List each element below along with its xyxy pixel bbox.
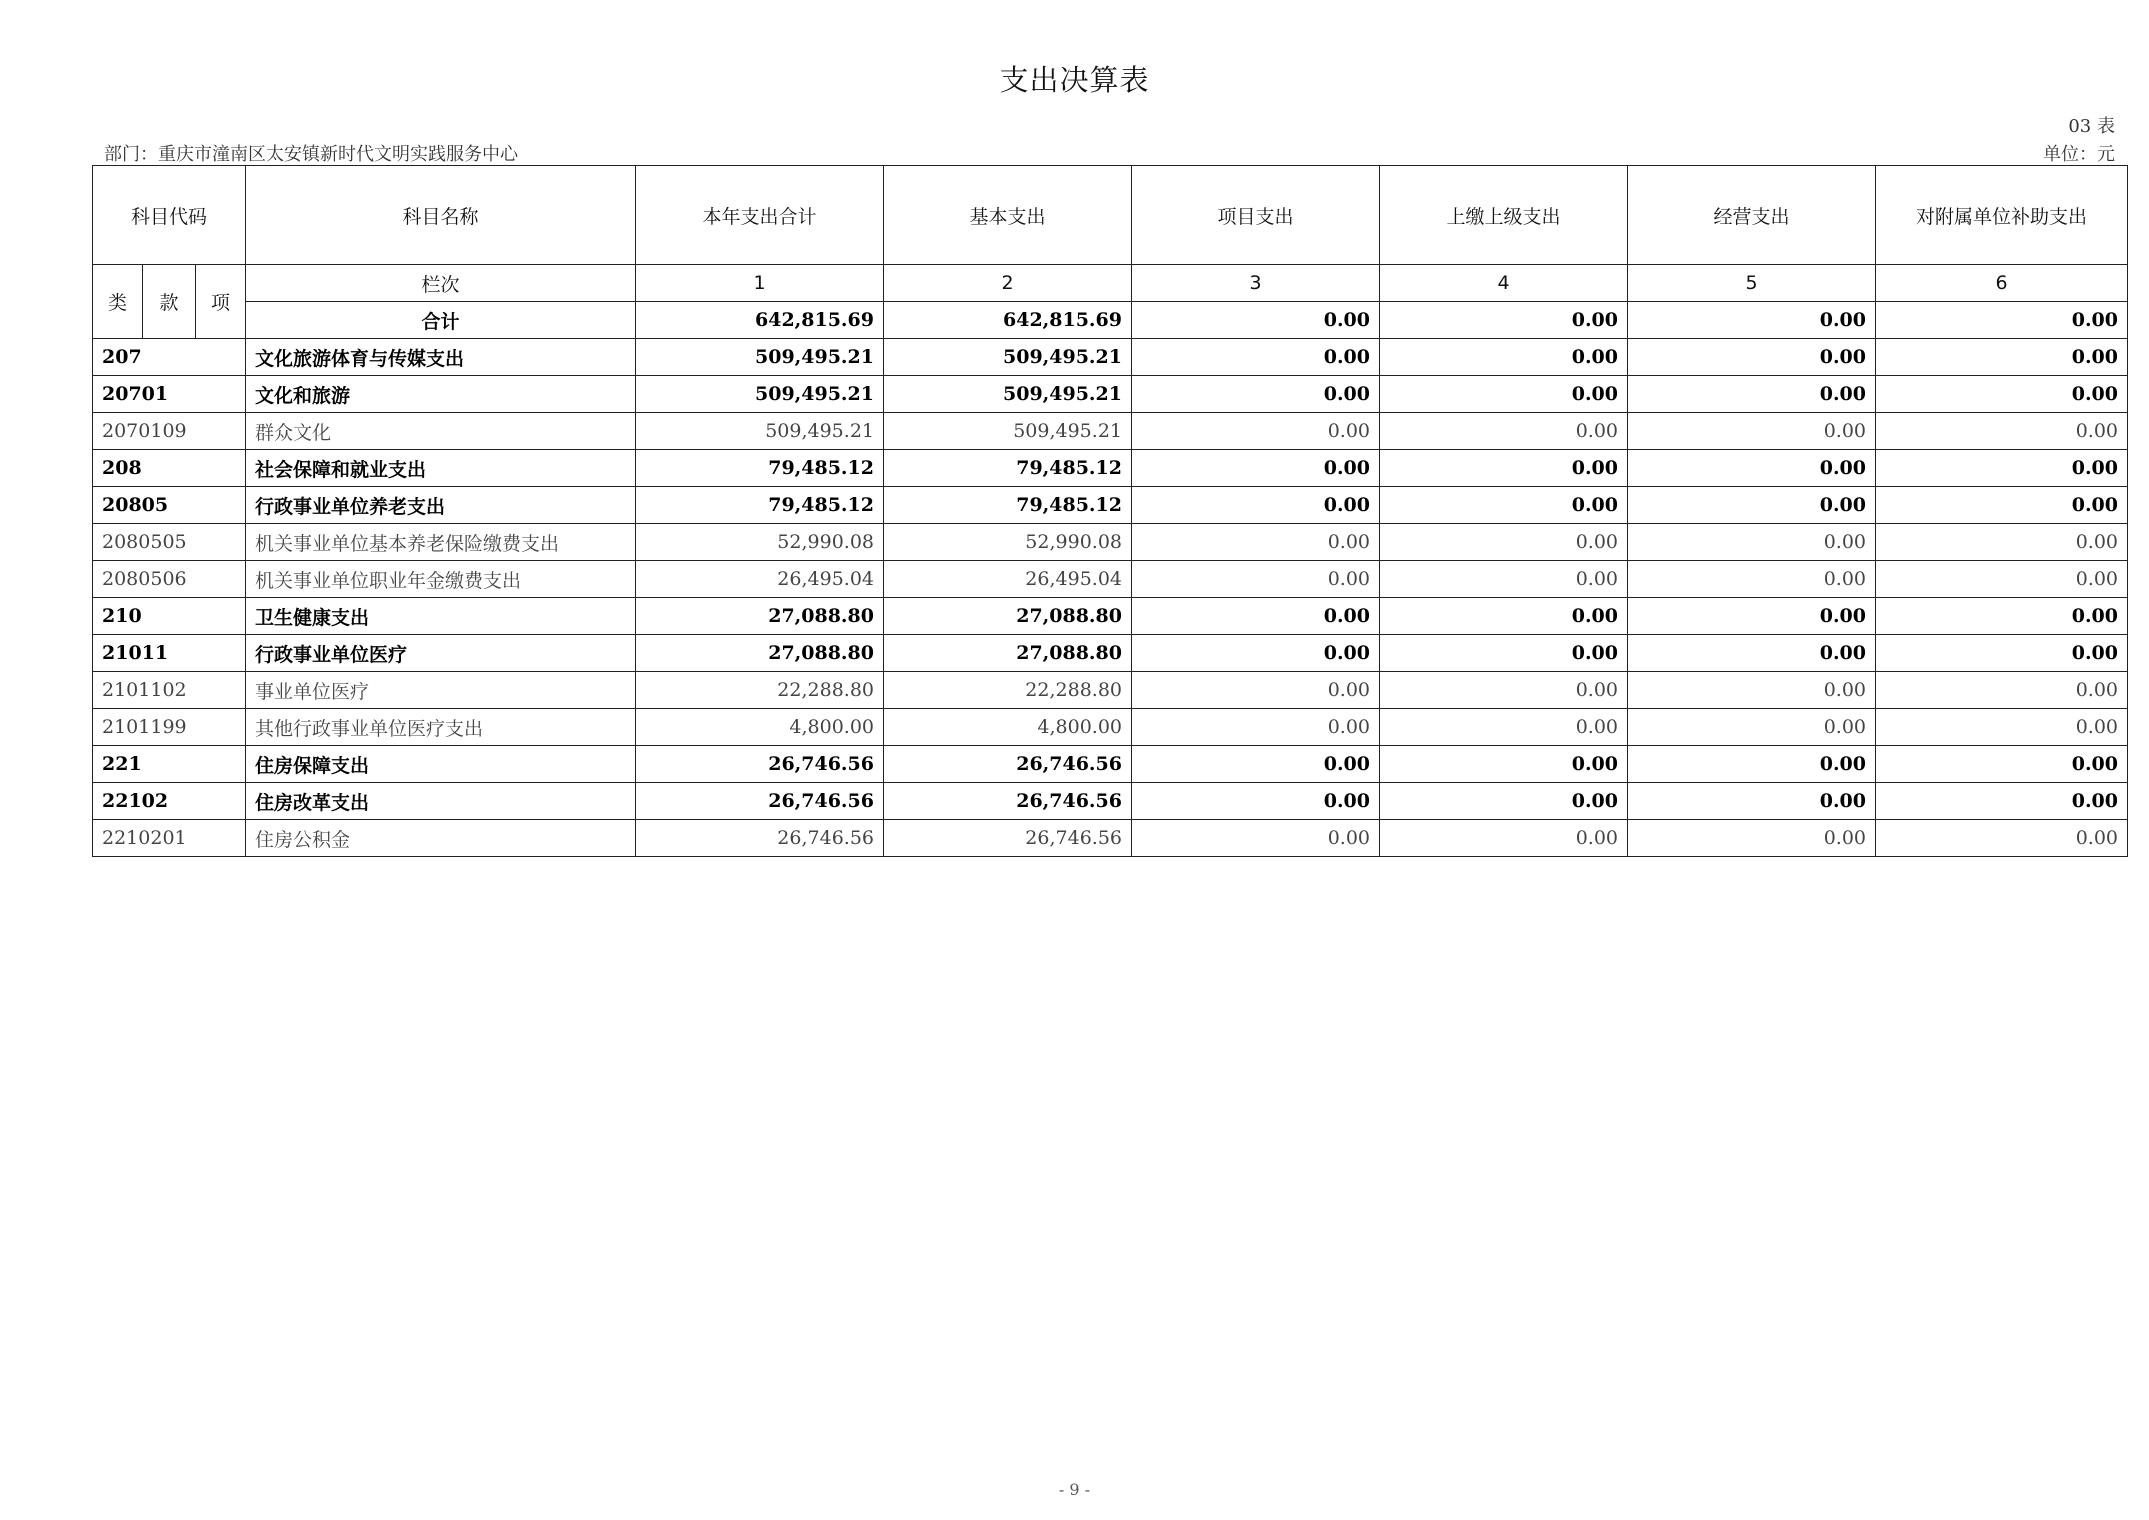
subject-name: 文化旅游体育与传媒支出 xyxy=(246,339,636,376)
amount-cell: 27,088.80 xyxy=(884,598,1132,635)
column-index-4: 4 xyxy=(1380,265,1628,302)
subject-name: 住房改革支出 xyxy=(246,783,636,820)
header-code: 科目代码 xyxy=(93,166,246,265)
amount-cell: 0.00 xyxy=(1876,561,2128,598)
total-value: 0.00 xyxy=(1380,302,1628,339)
amount-cell: 0.00 xyxy=(1628,487,1876,524)
header-basic: 基本支出 xyxy=(884,166,1132,265)
table-number: 03 表 xyxy=(2068,116,2115,137)
amount-cell: 27,088.80 xyxy=(636,598,884,635)
subject-name: 机关事业单位职业年金缴费支出 xyxy=(246,561,636,598)
department-label: 部门：重庆市潼南区太安镇新时代文明实践服务中心 xyxy=(104,144,518,165)
subject-name: 卫生健康支出 xyxy=(246,598,636,635)
amount-cell: 0.00 xyxy=(1132,339,1380,376)
amount-cell: 0.00 xyxy=(1876,524,2128,561)
column-index-1: 1 xyxy=(636,265,884,302)
subject-code: 207 xyxy=(93,339,246,376)
amount-cell: 0.00 xyxy=(1380,820,1628,857)
table-row xyxy=(93,413,2128,450)
subject-code: 20805 xyxy=(93,487,246,524)
amount-cell: 0.00 xyxy=(1628,672,1876,709)
amount-cell: 26,495.04 xyxy=(884,561,1132,598)
amount-cell: 26,495.04 xyxy=(636,561,884,598)
amount-cell: 27,088.80 xyxy=(636,635,884,672)
header-name: 科目名称 xyxy=(246,166,636,265)
amount-cell: 0.00 xyxy=(1380,487,1628,524)
amount-cell: 0.00 xyxy=(1132,783,1380,820)
amount-cell: 26,746.56 xyxy=(884,746,1132,783)
table-row xyxy=(93,376,2128,413)
header-xiang: 项 xyxy=(196,265,246,339)
amount-cell: 79,485.12 xyxy=(636,450,884,487)
subject-name: 机关事业单位基本养老保险缴费支出 xyxy=(246,524,636,561)
amount-cell: 0.00 xyxy=(1380,413,1628,450)
amount-cell: 0.00 xyxy=(1132,672,1380,709)
total-value: 642,815.69 xyxy=(636,302,884,339)
table-row xyxy=(93,450,2128,487)
amount-cell: 0.00 xyxy=(1628,450,1876,487)
expenditure-table xyxy=(92,165,2128,857)
header-subsidy: 对附属单位补助支出 xyxy=(1876,166,2128,265)
amount-cell: 509,495.21 xyxy=(884,413,1132,450)
amount-cell: 0.00 xyxy=(1628,746,1876,783)
total-value: 0.00 xyxy=(1132,302,1380,339)
subject-code: 21011 xyxy=(93,635,246,672)
amount-cell: 0.00 xyxy=(1380,450,1628,487)
amount-cell: 4,800.00 xyxy=(884,709,1132,746)
report-title: 支出决算表 xyxy=(999,63,1150,97)
amount-cell: 79,485.12 xyxy=(884,487,1132,524)
amount-cell: 22,288.80 xyxy=(636,672,884,709)
amount-cell: 0.00 xyxy=(1380,709,1628,746)
amount-cell: 509,495.21 xyxy=(636,376,884,413)
header-lanci: 栏次 xyxy=(246,265,636,302)
header-lei: 类 xyxy=(93,265,143,339)
subject-name: 社会保障和就业支出 xyxy=(246,450,636,487)
total-value: 642,815.69 xyxy=(884,302,1132,339)
table-row xyxy=(93,672,2128,709)
header-business: 经营支出 xyxy=(1628,166,1876,265)
amount-cell: 22,288.80 xyxy=(884,672,1132,709)
subject-name: 住房保障支出 xyxy=(246,746,636,783)
amount-cell: 27,088.80 xyxy=(884,635,1132,672)
subject-code: 2101102 xyxy=(93,672,246,709)
amount-cell: 0.00 xyxy=(1876,635,2128,672)
amount-cell: 0.00 xyxy=(1380,635,1628,672)
header-kuan: 款 xyxy=(143,265,196,339)
header-upper: 上缴上级支出 xyxy=(1380,166,1628,265)
amount-cell: 0.00 xyxy=(1876,746,2128,783)
amount-cell: 79,485.12 xyxy=(636,487,884,524)
subject-code: 2080505 xyxy=(93,524,246,561)
table-row xyxy=(93,746,2128,783)
amount-cell: 0.00 xyxy=(1380,561,1628,598)
amount-cell: 0.00 xyxy=(1876,487,2128,524)
table-row xyxy=(93,709,2128,746)
unit-label: 单位：元 xyxy=(2043,144,2115,165)
amount-cell: 26,746.56 xyxy=(884,820,1132,857)
total-value: 0.00 xyxy=(1876,302,2128,339)
table-row xyxy=(93,635,2128,672)
table-row xyxy=(93,524,2128,561)
subject-name: 住房公积金 xyxy=(246,820,636,857)
column-index-5: 5 xyxy=(1628,265,1876,302)
total-row xyxy=(93,302,2128,339)
amount-cell: 0.00 xyxy=(1628,598,1876,635)
column-index-3: 3 xyxy=(1132,265,1380,302)
amount-cell: 0.00 xyxy=(1628,413,1876,450)
amount-cell: 0.00 xyxy=(1380,339,1628,376)
amount-cell: 0.00 xyxy=(1132,820,1380,857)
amount-cell: 0.00 xyxy=(1628,524,1876,561)
amount-cell: 0.00 xyxy=(1132,561,1380,598)
total-label: 合计 xyxy=(246,302,636,339)
page-number: - 9 - xyxy=(1058,1480,1091,1499)
subject-name: 文化和旅游 xyxy=(246,376,636,413)
amount-cell: 0.00 xyxy=(1132,487,1380,524)
amount-cell: 0.00 xyxy=(1876,672,2128,709)
subject-code: 2210201 xyxy=(93,820,246,857)
amount-cell: 0.00 xyxy=(1132,635,1380,672)
amount-cell: 0.00 xyxy=(1628,783,1876,820)
header-project: 项目支出 xyxy=(1132,166,1380,265)
subject-code: 22102 xyxy=(93,783,246,820)
amount-cell: 0.00 xyxy=(1628,820,1876,857)
amount-cell: 0.00 xyxy=(1132,450,1380,487)
amount-cell: 0.00 xyxy=(1380,524,1628,561)
subject-code: 20701 xyxy=(93,376,246,413)
amount-cell: 26,746.56 xyxy=(636,820,884,857)
subject-name: 其他行政事业单位医疗支出 xyxy=(246,709,636,746)
amount-cell: 509,495.21 xyxy=(884,376,1132,413)
column-index-row xyxy=(93,265,2128,302)
table-row xyxy=(93,561,2128,598)
amount-cell: 0.00 xyxy=(1132,746,1380,783)
subject-name: 事业单位医疗 xyxy=(246,672,636,709)
amount-cell: 0.00 xyxy=(1132,598,1380,635)
subject-name: 群众文化 xyxy=(246,413,636,450)
amount-cell: 0.00 xyxy=(1628,709,1876,746)
amount-cell: 26,746.56 xyxy=(884,783,1132,820)
amount-cell: 0.00 xyxy=(1380,783,1628,820)
table-row xyxy=(93,783,2128,820)
amount-cell: 0.00 xyxy=(1132,709,1380,746)
amount-cell: 52,990.08 xyxy=(884,524,1132,561)
amount-cell: 0.00 xyxy=(1628,339,1876,376)
amount-cell: 0.00 xyxy=(1628,635,1876,672)
amount-cell: 0.00 xyxy=(1876,598,2128,635)
subject-code: 210 xyxy=(93,598,246,635)
amount-cell: 0.00 xyxy=(1380,746,1628,783)
amount-cell: 79,485.12 xyxy=(884,450,1132,487)
amount-cell: 26,746.56 xyxy=(636,746,884,783)
amount-cell: 4,800.00 xyxy=(636,709,884,746)
subject-code: 2080506 xyxy=(93,561,246,598)
header-row xyxy=(93,166,2128,265)
subject-code: 208 xyxy=(93,450,246,487)
amount-cell: 0.00 xyxy=(1628,561,1876,598)
amount-cell: 0.00 xyxy=(1876,783,2128,820)
amount-cell: 509,495.21 xyxy=(636,339,884,376)
amount-cell: 52,990.08 xyxy=(636,524,884,561)
amount-cell: 0.00 xyxy=(1876,339,2128,376)
amount-cell: 0.00 xyxy=(1876,376,2128,413)
table-row xyxy=(93,339,2128,376)
amount-cell: 0.00 xyxy=(1628,376,1876,413)
table-row xyxy=(93,598,2128,635)
subject-code: 2070109 xyxy=(93,413,246,450)
amount-cell: 0.00 xyxy=(1380,672,1628,709)
amount-cell: 0.00 xyxy=(1380,598,1628,635)
amount-cell: 0.00 xyxy=(1876,450,2128,487)
header-total: 本年支出合计 xyxy=(636,166,884,265)
amount-cell: 0.00 xyxy=(1132,376,1380,413)
amount-cell: 0.00 xyxy=(1876,709,2128,746)
amount-cell: 0.00 xyxy=(1876,413,2128,450)
amount-cell: 0.00 xyxy=(1132,413,1380,450)
subject-code: 221 xyxy=(93,746,246,783)
column-index-2: 2 xyxy=(884,265,1132,302)
total-value: 0.00 xyxy=(1628,302,1876,339)
subject-code: 2101199 xyxy=(93,709,246,746)
amount-cell: 0.00 xyxy=(1876,820,2128,857)
table-row xyxy=(93,487,2128,524)
subject-name: 行政事业单位养老支出 xyxy=(246,487,636,524)
amount-cell: 26,746.56 xyxy=(636,783,884,820)
subject-name: 行政事业单位医疗 xyxy=(246,635,636,672)
column-index-6: 6 xyxy=(1876,265,2128,302)
amount-cell: 509,495.21 xyxy=(884,339,1132,376)
amount-cell: 0.00 xyxy=(1380,376,1628,413)
amount-cell: 509,495.21 xyxy=(636,413,884,450)
amount-cell: 0.00 xyxy=(1132,524,1380,561)
table-row xyxy=(93,820,2128,857)
